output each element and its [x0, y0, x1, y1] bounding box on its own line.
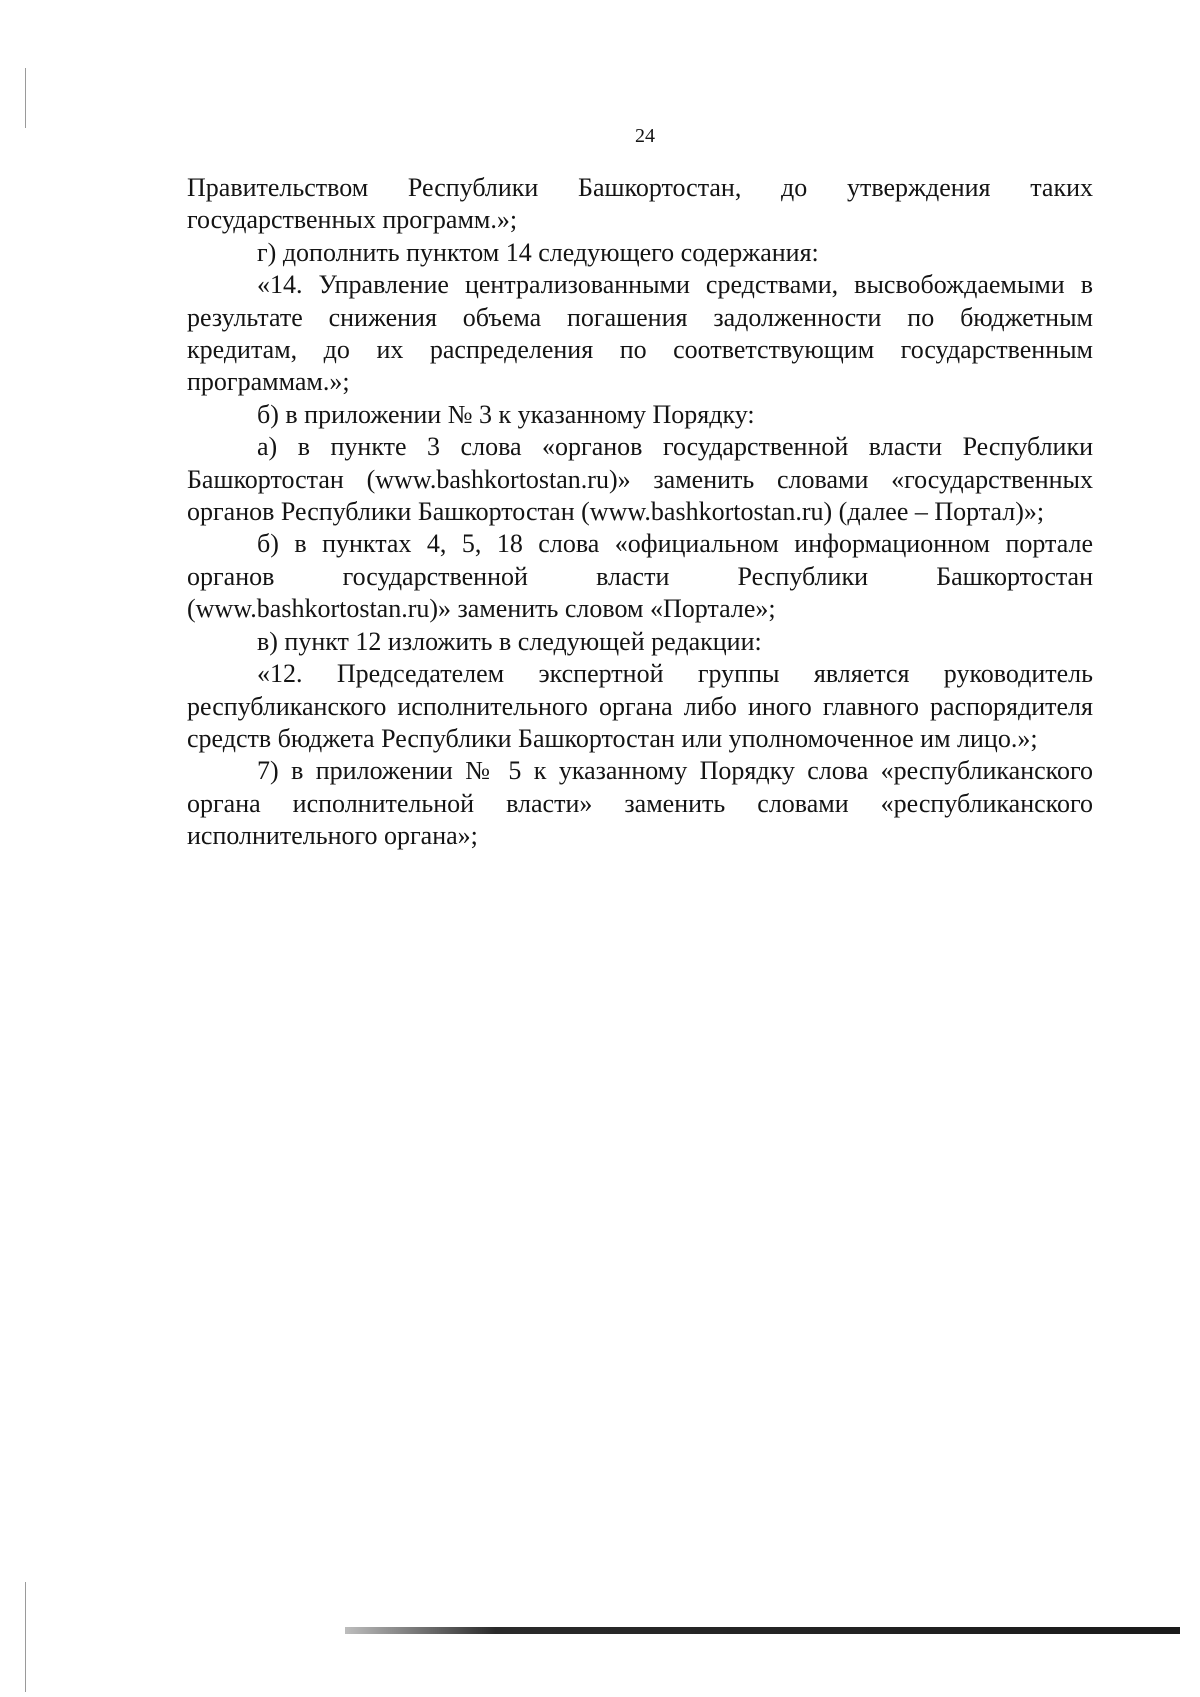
- paragraph: Правительством Республики Башкортостан, до утверждения таких государственных программ.»;: [187, 173, 1093, 235]
- footer-rule: [345, 1627, 1180, 1634]
- paragraph: а) в пункте 3 слова «органов государственной власти Республики Башкортостан (www.bashkortostan.ru)» заменить словами «государственных органов Республики Башкортостан (www.bashkortostan.ru) (далее – Портал)»;: [187, 432, 1093, 527]
- paragraph: б) в пунктах 4, 5, 18 слова «официальном информационном портале органов государственной власти Республики Башкортостан (www.bashkortostan.ru)» заменить словом «Портале»;: [187, 529, 1093, 624]
- paragraph: «12. Председателем экспертной группы является руководитель республиканского исполнительного органа либо иного главного распорядителя средств бюджета Республики Башкортостан или уполномоченное им лицо.»;: [187, 659, 1093, 753]
- scan-edge-mark: [25, 68, 26, 128]
- document-body: [187, 172, 1093, 853]
- paragraph: «14. Управление централизованными средствами, высвобождаемыми в результате снижения объема погашения задолженности по бюджетным кредитам, до их распределения по соответствующим государственным программам.»;: [187, 270, 1093, 397]
- paragraph: в) пункт 12 изложить в следующей редакции:: [257, 626, 762, 656]
- paragraph: б) в приложении № 3 к указанному Порядку:: [257, 399, 755, 429]
- scan-edge-mark: [25, 1582, 26, 1692]
- page-number: 24: [635, 125, 655, 147]
- paragraph: г) дополнить пунктом 14 следующего содержания:: [257, 237, 819, 267]
- paragraph: 7) в приложении № 5 к указанному Порядку слова «республиканского органа исполнительной власти» заменить словами «республиканского исполнительного органа»;: [187, 756, 1093, 851]
